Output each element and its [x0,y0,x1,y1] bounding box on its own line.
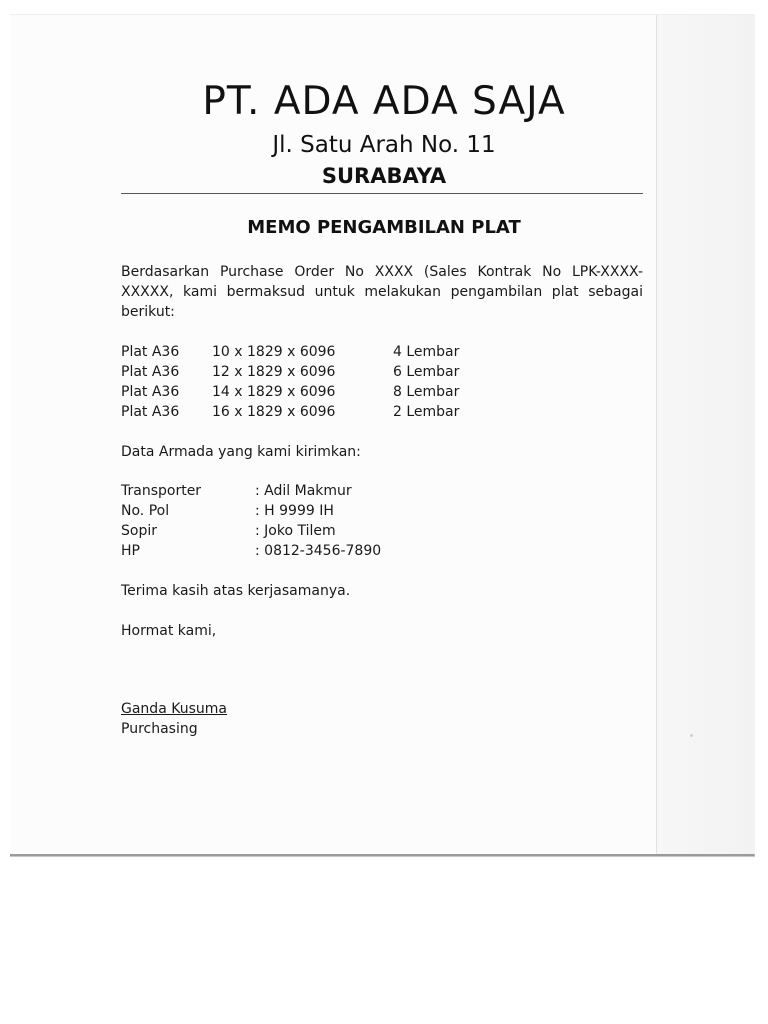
paper-top-edge [10,14,754,15]
plate-name: Plat A36 [121,404,180,420]
armada-label: Sopir [121,523,157,539]
plate-name: Plat A36 [121,344,180,360]
company-name: PT. ADA ADA SAJA [202,79,566,124]
plate-qty: 8 Lembar [393,384,460,400]
armada-value: : Joko Tilem [255,523,336,539]
plate-name: Plat A36 [121,364,180,380]
signer-position: Purchasing [121,721,198,737]
company-city: SURABAYA [321,164,447,188]
plate-size: 16 x 1829 x 6096 [212,404,336,420]
armada-heading: Data Armada yang kami kirimkan: [121,444,361,460]
armada-value: : 0812-3456-7890 [255,543,382,559]
armada-value: : H 9999 IH [255,503,334,519]
plate-qty: 6 Lembar [393,364,460,380]
memo-title: MEMO PENGAMBILAN PLAT [247,217,521,238]
plate-name: Plat A36 [121,384,180,400]
plate-qty: 4 Lembar [393,344,460,360]
armada-label: Transporter [121,483,202,499]
memo-intro: Berdasarkan Purchase Order No XXXX (Sales Kontrak No LPK-XXXX-XXXXX, kami bermaksud untuk melakukan pengambilan plat sebagai berikut: [121,264,643,320]
armada-label: No. Pol [121,503,170,519]
closing-regards: Hormat kami, [121,623,217,639]
plate-size: 14 x 1829 x 6096 [212,384,336,400]
header-divider [121,193,643,194]
armada-label: HP [121,543,140,559]
signer-name: Ganda Kusuma [121,701,227,717]
closing-thanks: Terima kasih atas kerjasamanya. [121,583,351,599]
company-address: Jl. Satu Arah No. 11 [272,132,496,158]
armada-value: : Adil Makmur [255,483,352,499]
plate-qty: 2 Lembar [393,404,460,420]
plate-size: 12 x 1829 x 6096 [212,364,336,380]
plate-size: 10 x 1829 x 6096 [212,344,336,360]
scan-speck [690,734,693,737]
